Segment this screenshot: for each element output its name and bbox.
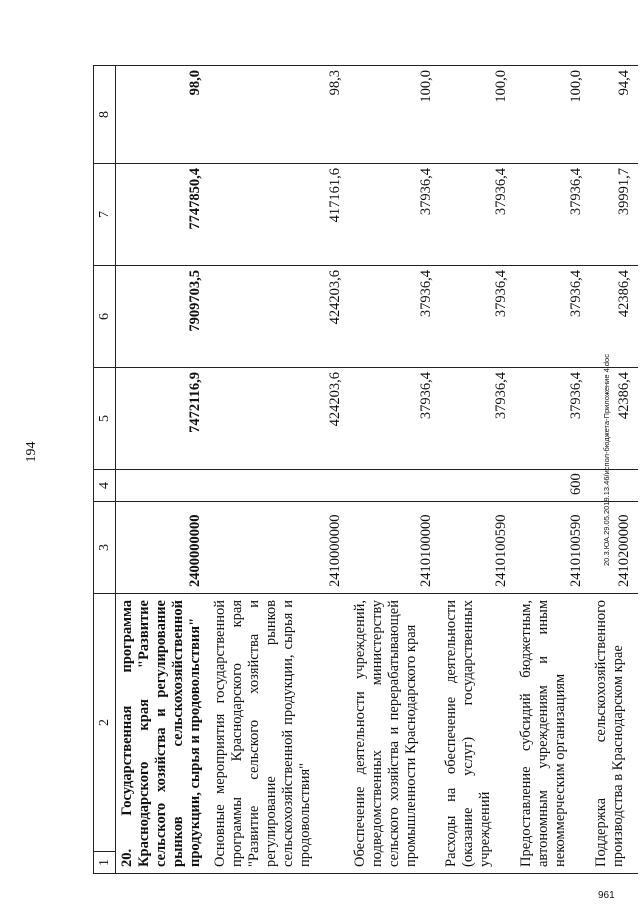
row-value-6: 37936,4 — [349, 266, 440, 368]
corner-page-mark: 961 — [598, 890, 615, 901]
column-header-2: 2 — [94, 594, 116, 852]
row-name: Поддержка сельскохозяйственного производства в Краснодарском крае — [590, 594, 638, 874]
column-header-1: 1 — [94, 852, 116, 874]
row-expense-type — [209, 470, 349, 502]
row-name: Расходы на обеспечение деятельности (оказание услуг) государственных учреждений — [440, 594, 515, 874]
row-value-6: 37936,4 — [440, 266, 515, 368]
row-value-7: 37936,4 — [515, 164, 590, 266]
row-expense-type — [590, 470, 638, 502]
row-value-7: 417161,6 — [209, 164, 349, 266]
row-value-8: 100,0 — [349, 66, 440, 164]
row-expense-type — [440, 470, 515, 502]
row-value-8: 98,3 — [209, 66, 349, 164]
row-value-7: 37936,4 — [440, 164, 515, 266]
row-value-6: 7909703,5 — [116, 266, 210, 368]
row-value-6: 37936,4 — [515, 266, 590, 368]
column-header-8: 8 — [94, 66, 116, 164]
row-code: 2410100590 — [515, 502, 590, 594]
page-number: 194 — [24, 441, 39, 463]
row-value-8: 98,0 — [116, 66, 210, 164]
row-name: 20. Государственная программа Краснодарского края "Развитие сельского хозяйства и регулирование рынков сельскохозяйственной продукции, сырья и продовольствия" — [116, 594, 210, 874]
row-value-5: 424203,6 — [209, 368, 349, 470]
row-value-5: 37936,4 — [515, 368, 590, 470]
row-code: 2410100000 — [349, 502, 440, 594]
row-value-8: 100,0 — [440, 66, 515, 164]
row-expense-type: 600 — [515, 470, 590, 502]
file-path-footnote: 20.3.ЮА.29.05.2019.13.46/испол-бюджета-Приложение 4.doc — [602, 354, 611, 566]
table-row — [349, 66, 440, 874]
row-code: 2410000000 — [209, 502, 349, 594]
row-expense-type — [116, 470, 210, 502]
row-code: 2410100590 — [440, 502, 515, 594]
row-value-7: 37936,4 — [349, 164, 440, 266]
row-name: Предоставление субсидий бюджетным, автономным учреждениям и иным некоммерческим организациям — [515, 594, 590, 874]
row-value-5: 7472116,9 — [116, 368, 210, 470]
budget-table-container — [93, 66, 632, 874]
budget-table — [93, 65, 638, 874]
row-value-7: 7747850,4 — [116, 164, 210, 266]
table-row — [116, 66, 210, 874]
table-row — [209, 66, 349, 874]
table-row — [515, 66, 590, 874]
row-code: 2410200000 — [590, 502, 638, 594]
row-value-5: 37936,4 — [440, 368, 515, 470]
row-name: Обеспечение деятельности учреждений, подведомственных министерству сельского хозяйства и перерабатывающей промышленности Краснодарского края — [349, 594, 440, 874]
column-number-row — [94, 66, 116, 874]
row-value-8: 94,4 — [590, 66, 638, 164]
table-row — [440, 66, 515, 874]
column-header-5: 5 — [94, 368, 116, 470]
row-value-6: 424203,6 — [209, 266, 349, 368]
column-header-7: 7 — [94, 164, 116, 266]
column-header-3: 3 — [94, 502, 116, 594]
column-header-4: 4 — [94, 470, 116, 502]
row-value-8: 100,0 — [515, 66, 590, 164]
column-header-6: 6 — [94, 266, 116, 368]
row-expense-type — [349, 470, 440, 502]
row-value-5: 37936,4 — [349, 368, 440, 470]
row-value-7: 39991,7 — [590, 164, 638, 266]
row-value-6: 42386,4 — [590, 266, 638, 368]
row-value-5: 42386,4 — [590, 368, 638, 470]
row-name: Основные мероприятия государственной программы Краснодарского края "Развитие сельского хозяйства и регулирование рынков сельскохозяйственной продукции, сырья и продовольствия" — [209, 594, 349, 874]
row-code: 2400000000 — [116, 502, 210, 594]
table-row — [590, 66, 638, 874]
